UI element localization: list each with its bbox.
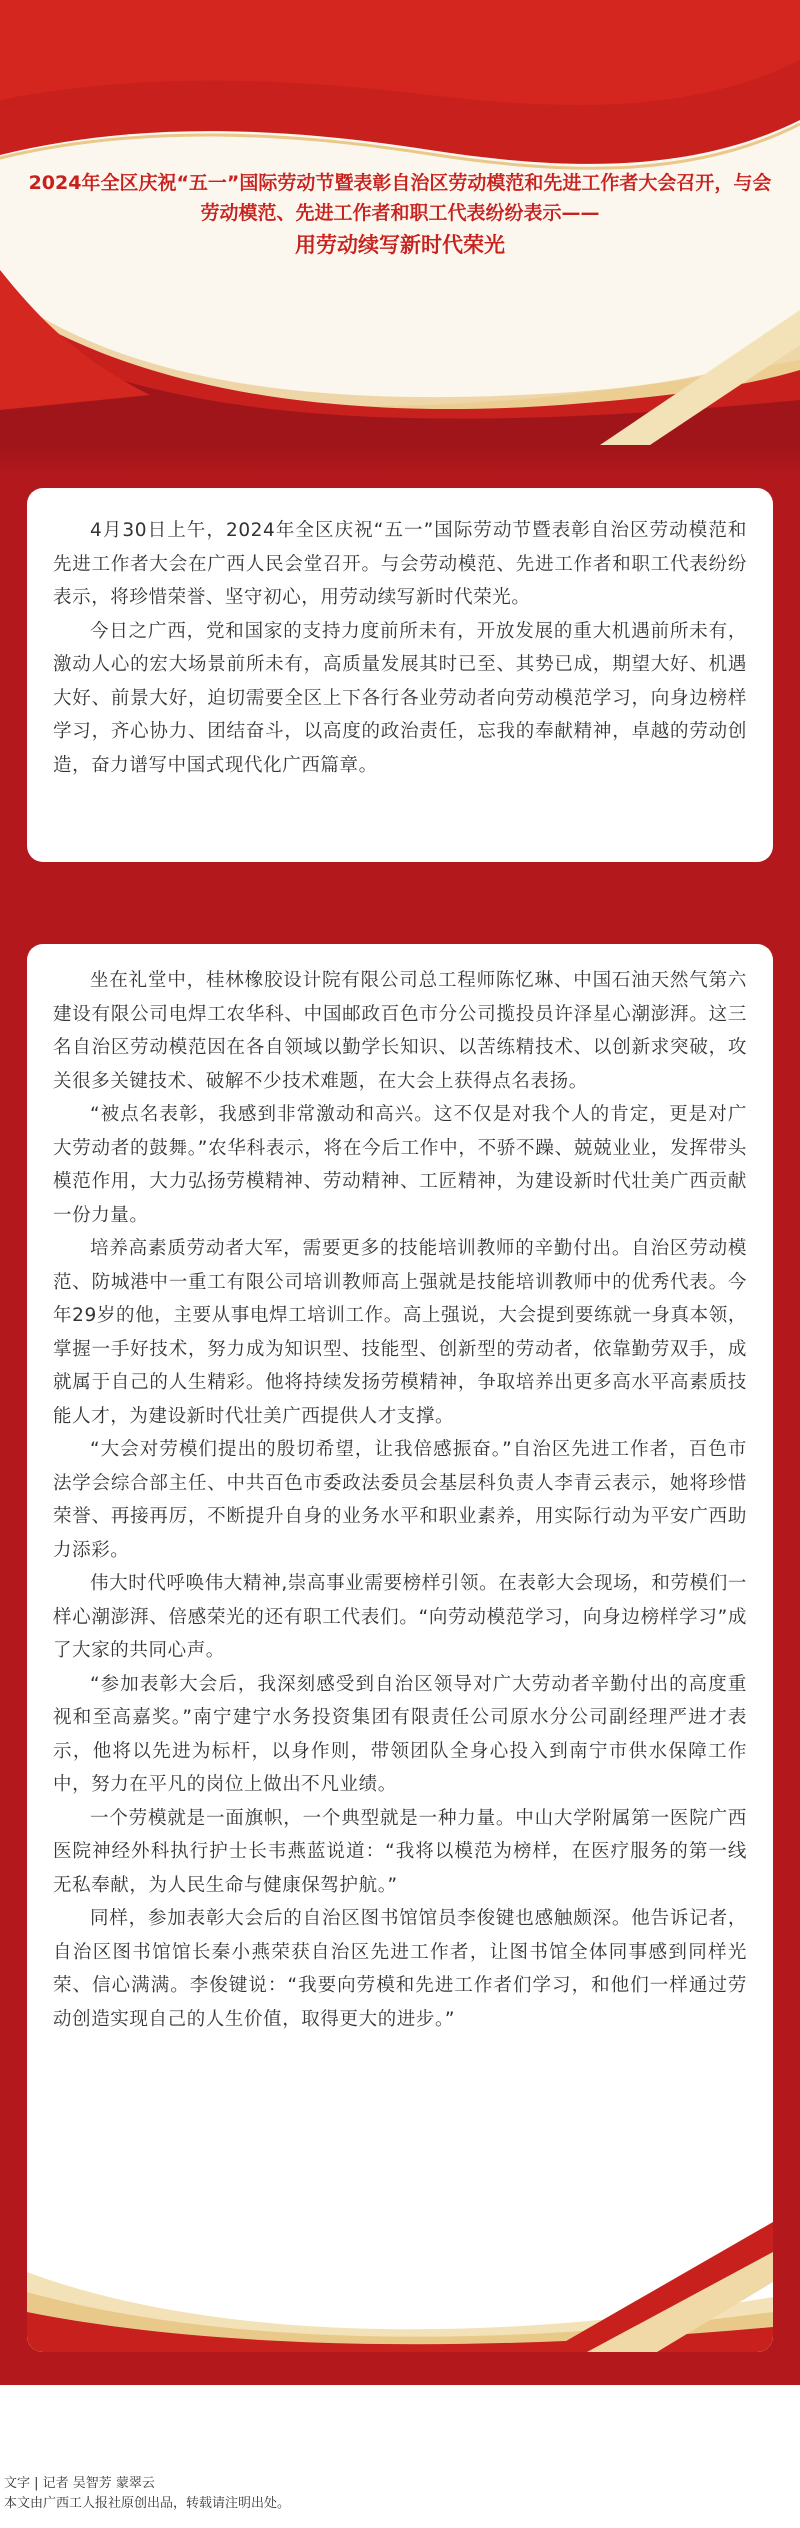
intro-card [27,488,773,862]
article-card [27,944,773,2352]
headline-lead: 2024年全区庆祝“五一”国际劳动节暨表彰自治区劳动模范和先进工作者大会召开，与会劳动模范、先进工作者和职工代表纷纷表示—— [28,172,772,224]
article-paragraph: 伟大时代呼唤伟大精神,崇高事业需要榜样引领。在表彰大会现场，和劳模们一样心潮澎湃、倍感荣光的还有职工代表们。“向劳动模范学习，向身边榜样学习”成了大家的共同心声。 [53,1573,747,1661]
header-banner [0,0,800,445]
article-paragraph: 一个劳模就是一面旗帜，一个典型就是一种力量。中山大学附属第一医院广西医院神经外科执行护士长韦燕蓝说道：“我将以模范为榜样，在医疗服务的第一线无私奉献，为人民生命与健康保驾护航。” [53,1807,747,1896]
article-paragraph: 培养高素质劳动者大军，需要更多的技能培训教师的辛勤付出。自治区劳动模范、防城港中一重工有限公司培训教师高上强就是技能培训教师中的优秀代表。今年29岁的他，主要从事电焊工培训工作。高上强说，大会提到要练就一身真本领，掌握一手好技术，努力成为知识型、技能型、创新型的劳动者，依靠勤劳双手，成就属于自己的人生精彩。他将持续发扬劳模精神，争取培养出更多高水平高素质技能人才，为建设新时代壮美广西提供人才支撑。 [53,1238,747,1427]
byline: 文字 | 记者 吴智芳 蒙翠云 [4,2476,155,2491]
intro-paragraph: 4月30日上午，2024年全区庆祝“五一”国际劳动节暨表彰自治区劳动模范和先进工作者大会在广西人民会堂召开。与会劳动模范、先进工作者和职工代表纷纷表示，将珍惜荣誉、坚守初心，用劳动续写新时代荣光。 [53,520,747,608]
headline [20,168,780,260]
article-footer [4,2474,794,2514]
content-background-edge [0,445,800,475]
article-paragraph: “大会对劳模们提出的殷切希望，让我倍感振奋。”自治区先进工作者，百色市法学会综合部主任、中共百色市委政法委员会基层科负责人李青云表示，她将珍惜荣誉、再接再厉，不断提升自身的业务水平和职业素养，用实际行动为平安广西助力添彩。 [53,1439,747,1561]
article-paragraph: “被点名表彰，我感到非常激动和高兴。这不仅是对我个人的肯定，更是对广大劳动者的鼓舞。”农华科表示，将在今后工作中，不骄不躁、兢兢业业，发挥带头模范作用，大力弘扬劳模精神、劳动精神、工匠精神，为建设新时代壮美广西贡献一份力量。 [53,1104,747,1226]
article-paragraph: 同样，参加表彰大会后的自治区图书馆馆员李俊键也感触颇深。他告诉记者，自治区图书馆馆长秦小燕荣获自治区先进工作者，让图书馆全体同事感到同样光荣、信心满满。李俊键说：“我要向劳模和先进工作者们学习，和他们一样通过劳动创造实现自己的人生价值，取得更大的进步。” [53,1908,747,2030]
intro-paragraph: 今日之广西，党和国家的支持力度前所未有，开放发展的重大机遇前所未有，激动人心的宏大场景前所未有，高质量发展其时已至、其势已成，期望大好、机遇大好、前景大好，迫切需要全区上下各行各业劳动者向劳动模范学习，向身边榜样学习，齐心协力、团结奋斗，以高度的政治责任，忘我的奉献精神，卓越的劳动创造，奋力谱写中国式现代化广西篇章。 [53,620,747,776]
headline-main: 用劳动续写新时代荣光 [295,233,505,257]
card-bottom-wave-decoration [27,2202,773,2352]
article-paragraph: 坐在礼堂中，桂林橡胶设计院有限公司总工程师陈忆琳、中国石油天然气第六建设有限公司电焊工农华科、中国邮政百色市分公司揽投员许泽星心潮澎湃。这三名自治区劳动模范因在各自领域以勤学长知识、以苦练精技术、以创新求突破，攻关很多关键技术、破解不少技术难题，在大会上获得点名表扬。 [53,970,747,1092]
article-paragraph: “参加表彰大会后，我深刻感受到自治区领导对广大劳动者辛勤付出的高度重视和至高嘉奖。”南宁建宁水务投资集团有限责任公司原水分公司副经理严进才表示，他将以先进为标杆，以身作则，带领团队全身心投入到南宁市供水保障工作中，努力在平凡的岗位上做出不凡业绩。 [53,1673,747,1795]
copyright-notice: 本文由广西工人报社原创出品，转载请注明出处。 [4,2496,291,2511]
